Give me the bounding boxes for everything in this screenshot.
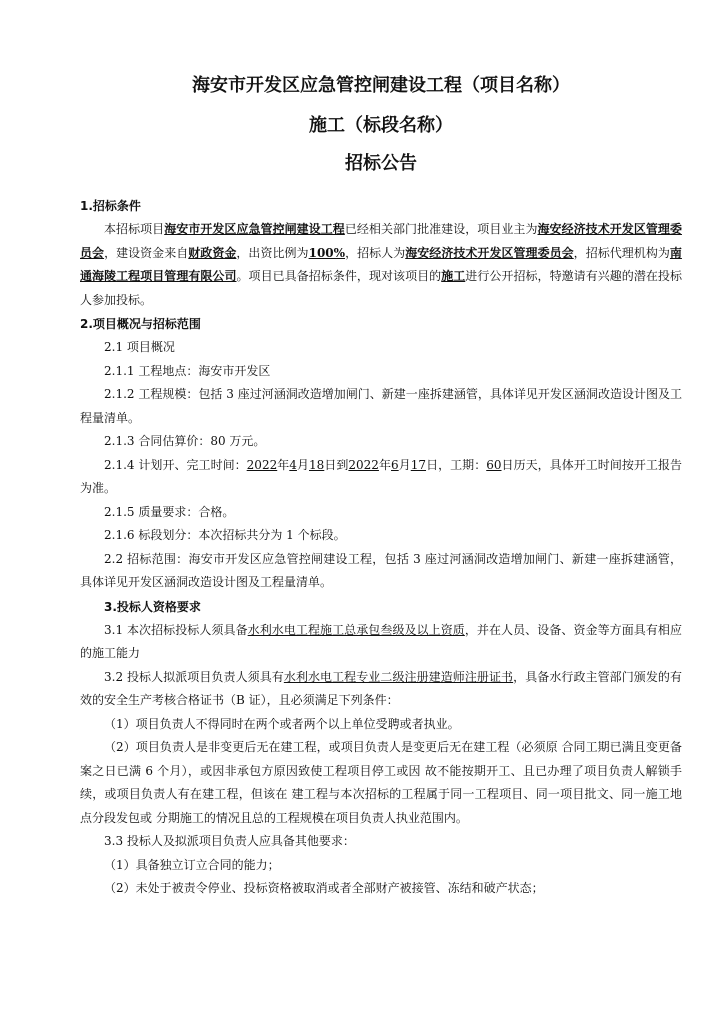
duration-days: 60 bbox=[486, 457, 502, 472]
heading-project-overview: 2.项目概况与招标范围 bbox=[80, 317, 201, 331]
certificate-requirement: 水利水电工程专业二级注册建造师注册证书 bbox=[283, 669, 514, 684]
tender-conditions-paragraph bbox=[80, 218, 682, 312]
document-title: 海安市开发区应急管控闸建设工程（项目名称） bbox=[192, 75, 570, 96]
notice-title: 招标公告 bbox=[345, 153, 417, 174]
para-3-1 bbox=[80, 619, 682, 666]
owner-name: 海安经济技术开发区管理委员会 bbox=[80, 222, 682, 260]
para-2-1-2: 2.1.2 工程规模：包括 3 座过河涵洞改造增加闸门、新建一座拆建涵管，具体详见开发区涵洞改造设计图及工程量清单。 bbox=[80, 387, 682, 425]
text: 已经相关部门批准建设，项目业主为 bbox=[344, 222, 538, 236]
text: 年 bbox=[277, 457, 290, 472]
para-3-3: 3.3 投标人及拟派项目负责人应具备其他要求： bbox=[104, 834, 355, 848]
start-month: 4 bbox=[289, 457, 297, 472]
text: 年 bbox=[378, 457, 392, 472]
end-day: 17 bbox=[410, 457, 427, 472]
para-2-1-4 bbox=[80, 454, 682, 501]
text: 日到 bbox=[324, 457, 349, 472]
tenderer-name: 海安经济技术开发区管理委员会 bbox=[405, 245, 574, 260]
work-type: 施工 bbox=[441, 269, 466, 283]
text: ，具备水行政主管部门颁发的有效的安全生产考核合格证书（B 证），且必须满足下列条件： bbox=[80, 669, 682, 707]
para-2-1-3: 2.1.3 合同估算价：80 万元。 bbox=[104, 434, 266, 448]
heading-bidder-qualification: 3.投标人资格要求 bbox=[104, 599, 201, 614]
para-2-1-5: 2.1.5 质量要求：合格。 bbox=[104, 504, 235, 519]
text: 进行公开招标，特邀请有兴趣的潜在投标人参加投标。 bbox=[80, 269, 682, 307]
section-title: 施工（标段名称） bbox=[309, 115, 453, 136]
para-2-2: 2.2 招标范围：海安市开发区应急管控闸建设工程，包括 3 座过河涵洞改造增加闸门、新建一座拆建涵管，具体详见开发区涵洞改造设计图及工程量清单。 bbox=[80, 551, 682, 589]
text: 3.1 本次招标投标人须具备 bbox=[104, 622, 248, 637]
requirement-2: （2）未处于被责令停业、投标资格被取消或者全部财产被接管、冻结和破产状态； bbox=[104, 881, 544, 895]
qualification-requirement: 水利水电工程施工总承包叁级及以上资质 bbox=[247, 622, 465, 637]
start-year: 2022 bbox=[246, 457, 278, 472]
fund-source: 财政资金 bbox=[188, 245, 237, 260]
text: ，建设资金来自 bbox=[104, 245, 189, 260]
project-name: 海安市开发区应急管控闸建设工程 bbox=[164, 222, 345, 236]
heading-tender-conditions: 1.招标条件 bbox=[80, 199, 141, 213]
requirement-1: （1）具备独立订立合同的能力； bbox=[104, 857, 280, 872]
text: 3.2 投标人拟派项目负责人须具有 bbox=[104, 669, 284, 684]
text: ，招标人为 bbox=[345, 245, 406, 260]
para-2-1: 2.1 项目概况 bbox=[104, 340, 175, 354]
start-day: 18 bbox=[309, 457, 325, 472]
text: 日，工期： bbox=[426, 457, 487, 472]
text: 月 bbox=[296, 457, 310, 472]
text: ，出资比例为 bbox=[236, 245, 309, 260]
para-2-1-1: 2.1.1 工程地点：海安市开发区 bbox=[104, 363, 271, 378]
text: ，并在人员、设备、资金等方面具有相应的施工能力 bbox=[80, 622, 682, 660]
end-month: 6 bbox=[391, 457, 399, 472]
condition-2: （2）项目负责人是非变更后无在建工程，或项目负责人是变更后无在建工程（必须原 合同工期已满且变更备案之日已满 6 个月），或因非承包方原因致使工程项目停工或因 故不能按期开工、且已办理了项目负责人解锁手续，或项目负责人有在建工程，但该在 建工程与本次招标的工程属于同一工程项目、同一项目批文、同一施工地点分段发包或 分期施工的情况且总的工程规模在项目负责人执业范围内。 bbox=[80, 740, 682, 825]
agent-name: 南通海陵工程项目管理有限公司 bbox=[80, 245, 682, 283]
text: ，招标代理机构为 bbox=[573, 245, 670, 260]
text: 日历天，具体开工时间按开工报告为准。 bbox=[80, 457, 682, 495]
text: 本招标项目 bbox=[104, 222, 165, 236]
end-year: 2022 bbox=[348, 457, 379, 472]
funding-ratio: 100% bbox=[308, 245, 346, 260]
condition-1: （1）项目负责人不得同时在两个或者两个以上单位受聘或者执业。 bbox=[104, 716, 460, 731]
para-3-2 bbox=[80, 666, 682, 713]
text: 。项目已具备招标条件，现对该项目的 bbox=[236, 269, 442, 283]
para-2-1-6: 2.1.6 标段划分：本次招标共分为 1 个标段。 bbox=[104, 528, 346, 542]
text: 2.1.4 计划开、完工时间： bbox=[104, 457, 247, 472]
text: 月 bbox=[398, 457, 411, 472]
